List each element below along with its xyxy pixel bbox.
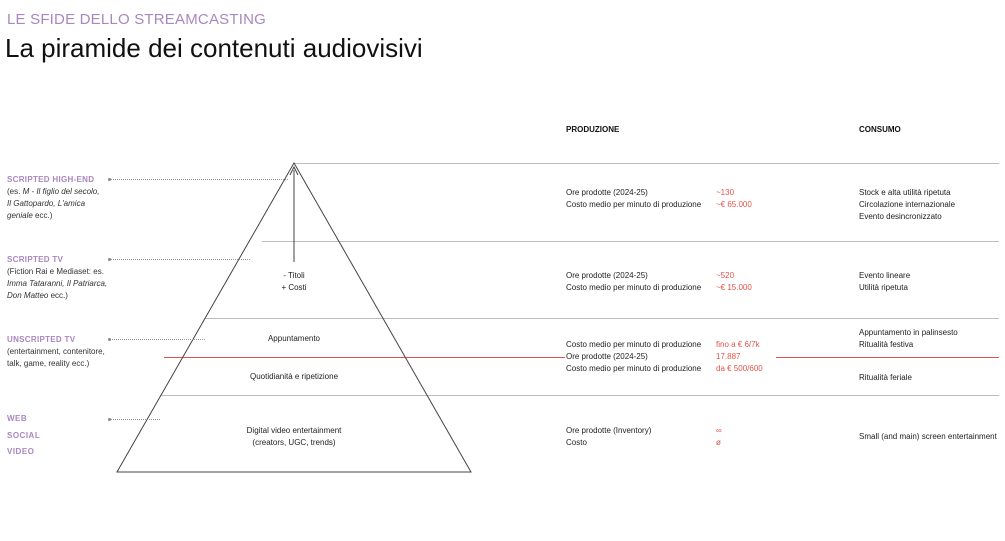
consumo-item: Appuntamento in palinsesto: [859, 328, 958, 337]
section-kicker: LE SFIDE DELLO STREAMCASTING: [7, 11, 266, 28]
category-desc: talk, game, reality ecc.): [7, 359, 90, 368]
category-desc: ecc.): [32, 211, 53, 220]
category-name: UNSCRIPTED TV: [7, 335, 76, 344]
category-desc-italic: Il Gattopardo, L'amica: [7, 199, 86, 208]
category-desc: ecc.): [48, 291, 68, 300]
consumo-item: Evento lineare: [859, 271, 911, 280]
category-desc: (Fiction Rai e Mediaset: es.: [7, 267, 104, 276]
category-web: WEB: [7, 414, 28, 423]
leader-dot: [108, 258, 111, 261]
category-desc: (es.: [7, 187, 23, 196]
consumo-item: Evento desincronizzato: [859, 212, 942, 221]
consumo-header: CONSUMO: [859, 125, 901, 134]
leader-line-scripted-tv: [110, 259, 250, 260]
prod-value: ~€ 65.000: [716, 200, 752, 209]
prod-label: Costo medio per minuto di produzione: [566, 283, 702, 292]
tier-label-digital-sub: (creators, UGC, trends): [252, 438, 336, 447]
prod-value: 17.887: [716, 352, 741, 361]
consumo-item: Small (and main) screen entertainment: [859, 432, 997, 441]
leader-dot: [108, 178, 111, 181]
category-desc-italic: Don Matteo: [7, 291, 49, 300]
prod-value: da € 500/600: [716, 364, 763, 373]
consumo-item: Utilità ripetuta: [859, 283, 908, 292]
prod-value: ø: [716, 438, 721, 447]
prod-label: Costo medio per minuto di produzione: [566, 340, 702, 349]
prod-value: ~€ 15.000: [716, 283, 752, 292]
prod-label: Ore prodotte (2024-25): [566, 352, 648, 361]
prod-value: ∞: [716, 426, 722, 435]
prod-label: Costo medio per minuto di produzione: [566, 200, 702, 209]
category-scripted-high-end: [7, 174, 99, 222]
category-desc-italic: M - Il figlio del secolo,: [22, 187, 100, 196]
prod-label: Costo: [566, 438, 587, 447]
leader-dot: [108, 418, 111, 421]
leader-line-unscripted-tv: [110, 339, 205, 340]
consumo-item: Ritualità feriale: [859, 373, 912, 382]
category-unscripted-tv: [7, 334, 105, 370]
category-name: SCRIPTED TV: [7, 255, 64, 264]
consumo-item: Ritualità festiva: [859, 340, 914, 349]
tier-label-quotidianita: Quotidianità e ripetizione: [249, 372, 339, 381]
category-name: SCRIPTED HIGH-END: [7, 175, 95, 184]
leader-line-web: [110, 419, 160, 420]
page-title: La piramide dei contenuti audiovisivi: [5, 33, 423, 63]
leader-line-high-end: [110, 179, 288, 180]
prod-label: Costo medio per minuto di produzione: [566, 364, 702, 373]
arrow-label-titoli: - Titoli: [283, 271, 305, 280]
consumo-item: Circolazione internazionale: [859, 200, 956, 209]
category-social: SOCIAL: [7, 431, 41, 440]
tier-label-appuntamento: Appuntamento: [267, 334, 321, 343]
tier-label-digital: Digital video entertainment: [246, 426, 342, 435]
prod-label: Ore prodotte (Inventory): [566, 426, 652, 435]
category-video: VIDEO: [7, 447, 35, 456]
arrow-label-costi: + Costi: [281, 283, 307, 292]
consumo-item: Stock e alta utilità ripetuta: [859, 188, 951, 197]
prod-value: ~130: [716, 188, 735, 197]
prod-value: ~520: [716, 271, 735, 280]
prod-label: Ore prodotte (2024-25): [566, 271, 648, 280]
prod-value: fino a € 6/7k: [716, 340, 760, 349]
produzione-header: PRODUZIONE: [566, 125, 620, 134]
category-scripted-tv: [7, 254, 107, 302]
prod-label: Ore prodotte (2024-25): [566, 188, 648, 197]
category-desc-italic: Imma Tataranni, Il Patriarca,: [7, 279, 108, 288]
leader-dot: [108, 338, 111, 341]
category-desc-italic: geniale: [7, 211, 33, 220]
category-desc: (entertainment, contenitore,: [7, 347, 105, 356]
